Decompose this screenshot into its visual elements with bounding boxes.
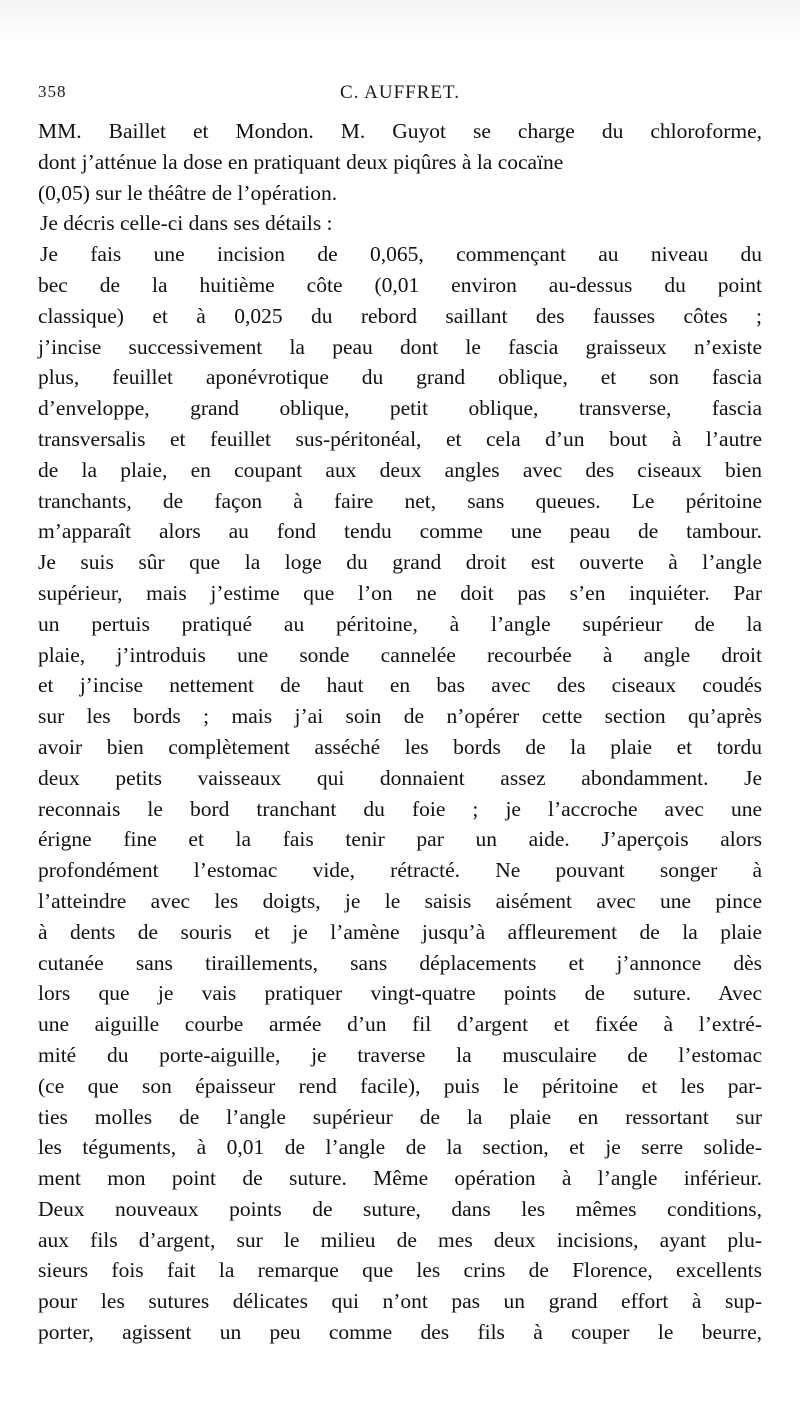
text-line: cutanée sans tiraillements, sans déplacements et j’annonce dès xyxy=(38,950,762,975)
text-line: et j’incise nettement de haut en bas avec des ciseaux coudés xyxy=(38,673,762,698)
text-line: bec de la huitième côte (0,01 environ au-dessus du point xyxy=(38,272,762,297)
page-header xyxy=(38,82,762,110)
text-line: (ce que son épaisseur rend facile), puis le péritoine et les par- xyxy=(38,1073,762,1098)
page-number: 358 xyxy=(38,82,67,101)
text-line: Deux nouveaux points de suture, dans les mêmes conditions, xyxy=(38,1196,762,1221)
text-line: plus, feuillet aponévrotique du grand oblique, et son fascia xyxy=(38,365,762,390)
text-line: ment mon point de suture. Même opération à l’angle inférieur. xyxy=(38,1166,762,1191)
text-line: transversalis et feuillet sus-péritonéal, et cela d’un bout à l’autre xyxy=(38,426,762,451)
text-line: aux fils d’argent, sur le milieu de mes deux incisions, ayant plu- xyxy=(38,1227,762,1252)
text-line: l’atteindre avec les doigts, je le saisis aisément avec une pince xyxy=(38,888,762,913)
text-line: MM. Baillet et Mondon. M. Guyot se charge du chloroforme, xyxy=(38,119,762,143)
text-line: un pertuis pratiqué au péritoine, à l’angle supérieur de la xyxy=(38,611,762,636)
text-line: Je fais une incision de 0,065, commençant au niveau du xyxy=(40,242,762,267)
text-line: les téguments, à 0,01 de l’angle de la section, et je serre solide- xyxy=(38,1135,762,1160)
text-line: supérieur, mais j’estime que l’on ne doit pas s’en inquiéter. Par xyxy=(38,580,762,605)
text-line: m’apparaît alors au fond tendu comme une peau de tambour. xyxy=(38,519,762,544)
text-line: de la plaie, en coupant aux deux angles avec des ciseaux bien xyxy=(38,457,762,482)
text-line: pour les sutures délicates qui n’ont pas un grand effort à sup- xyxy=(38,1289,762,1314)
text-line: sur les bords ; mais j’ai soin de n’opérer cette section qu’après xyxy=(38,704,762,729)
text-line: érigne fine et la fais tenir par un aide. J’aperçois alors xyxy=(38,827,762,852)
text-line: deux petits vaisseaux qui donnaient assez abondamment. Je xyxy=(38,765,762,790)
text-line: mité du porte-aiguille, je traverse la musculaire de l’estomac xyxy=(38,1042,762,1067)
text-line: porter, agissent un peu comme des fils à couper le beurre, xyxy=(38,1320,762,1345)
text-line: dont j’atténue la dose en pratiquant deux piqûres à la cocaïne xyxy=(38,149,564,174)
text-line: reconnais le bord tranchant du foie ; je l’accroche avec une xyxy=(38,796,762,821)
text-line: classique) et à 0,025 du rebord saillant des fausses côtes ; xyxy=(38,303,762,328)
text-line: Je décris celle-ci dans ses détails : xyxy=(40,211,333,236)
text-line: avoir bien complètement asséché les bords de la plaie et tordu xyxy=(38,734,762,759)
text-line: plaie, j’introduis une sonde cannelée recourbée à angle droit xyxy=(38,642,762,667)
text-line: profondément l’estomac vide, rétracté. Ne pouvant songer à xyxy=(38,858,762,883)
text-line: d’enveloppe, grand oblique, petit oblique, transverse, fascia xyxy=(38,396,762,421)
text-line: Je suis sûr que la loge du grand droit est ouverte à l’angle xyxy=(38,550,762,575)
running-head: C. AUFFRET. xyxy=(340,82,460,103)
text-line: j’incise successivement la peau dont le fascia graisseux n’existe xyxy=(38,334,762,359)
text-line: (0,05) sur le théâtre de l’opération. xyxy=(38,180,338,205)
text-line: à dents de souris et je l’amène jusqu’à affleurement de la plaie xyxy=(38,919,762,944)
text-line: tranchants, de façon à faire net, sans queues. Le péritoine xyxy=(38,488,762,513)
text-line: sieurs fois fait la remarque que les crins de Florence, excellents xyxy=(38,1258,762,1283)
text-line: lors que je vais pratiquer vingt-quatre points de suture. Avec xyxy=(38,981,762,1006)
text-line: une aiguille courbe armée d’un fil d’argent et fixée à l’extré- xyxy=(38,1012,762,1037)
text-line: ties molles de l’angle supérieur de la plaie en ressortant sur xyxy=(38,1104,762,1129)
body-text xyxy=(38,116,762,1348)
